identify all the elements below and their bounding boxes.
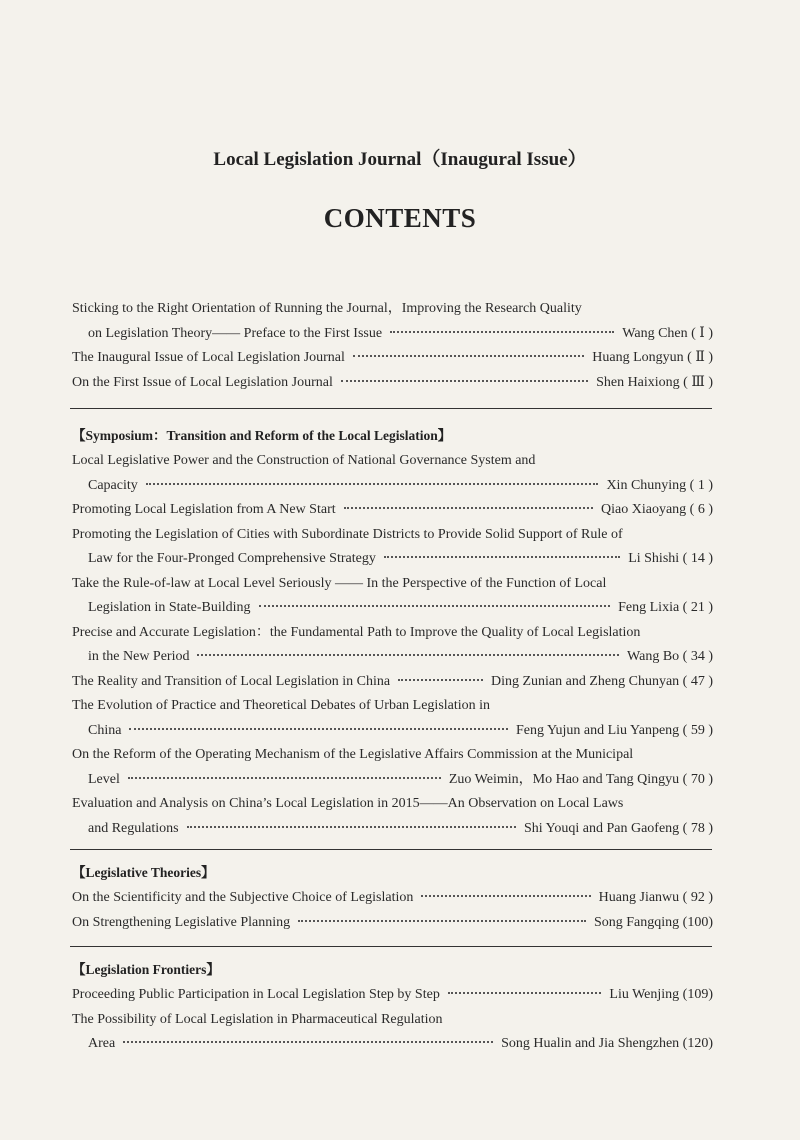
divider [70,408,712,409]
dot-leader [298,920,586,922]
entry-page: ( 34 ) [682,649,713,664]
entry-title-line: Legislation in State-Building [88,600,251,615]
entry-author: Qiao Xiaoyang [601,502,687,517]
entry-author: Song Fangqing [593,914,680,930]
entry-title-line: Sticking to the Right Orientation of Running the Journal，Improving the Research Quality [72,301,582,316]
toc-entry [72,523,713,572]
dot-leader [448,992,602,994]
toc-entry [72,792,713,841]
dot-leader [398,679,483,681]
toc-entry [72,694,713,743]
entry-title-line: Proceeding Public Participation in Local Legislation Step by Step [72,987,440,1002]
toc-entry [72,498,713,523]
dot-leader [187,826,516,828]
entry-page: ( 6 ) [689,502,713,517]
section-legislative-theories [72,860,713,935]
entry-author: Liu Wenjing [609,987,680,1002]
toc-entry [72,371,713,396]
dot-leader [146,483,599,485]
entry-title-line: and Regulations [88,820,179,836]
divider [70,849,712,850]
entry-page: ( Ⅱ ) [687,350,713,365]
entry-author: Song Hualin and Jia Shengzhen [501,1036,680,1051]
dot-leader [353,355,584,357]
entry-author: Huang Jianwu [598,890,680,905]
entry-page: ( 47 ) [682,673,713,689]
entry-title-line: Law for the Four-Pronged Comprehensive Strategy [88,551,376,566]
toc-entry [72,1008,713,1057]
entry-author: Wang Chen [622,325,688,341]
contents-heading: CONTENTS [323,203,477,233]
entry-author: Wang Bo [627,649,680,664]
entry-title-line: Precise and Accurate Legislation：the Fundamental Path to Improve the Quality of Local Legislation [72,624,641,640]
dot-leader [344,507,593,509]
toc-entry [72,297,713,346]
toc-entry [72,621,713,670]
entry-title-line: Level [88,771,120,787]
entry-title-line: The Reality and Transition of Local Legislation in China [72,673,391,689]
toc-entry [72,572,713,621]
entry-author: Shi Youqi and Pan Gaofeng [524,820,680,836]
section-heading: 【Legislation Frontiers】 [72,962,220,977]
section-heading: 【Symposium：Transition and Reform of the Local Legislation】 [72,428,452,443]
entry-page: ( Ⅲ ) [683,374,713,390]
dot-leader [123,1041,493,1043]
entry-title-line: On the Reform of the Operating Mechanism of the Legislative Affairs Commission at the Municipal [72,747,634,762]
entry-title-line: China [88,722,122,738]
entry-title-line: Evaluation and Analysis on China’s Local Legislation in 2015——An Observation on Local Laws [72,796,624,811]
entry-page: ( 70 ) [682,771,713,787]
entry-author: Ding Zunian and Zheng Chunyan [490,673,680,689]
toc-entry [72,911,713,936]
entry-title-line: Promoting Local Legislation from A New Start [72,502,336,517]
entry-page: ( 92 ) [682,890,713,905]
toc-entry [72,983,713,1008]
dot-leader [390,331,614,333]
entry-author: Huang Longyun [592,350,684,365]
entry-page: (109) [682,987,713,1002]
entry-title-line: on Legislation Theory—— Preface to the First Issue [88,325,383,341]
toc-entry [72,743,713,792]
dot-leader [129,728,508,730]
dot-leader [421,895,590,897]
toc-entry [72,346,713,371]
entry-title-line: The Possibility of Local Legislation in Pharmaceutical Regulation [72,1011,443,1027]
section-symposium [72,423,713,841]
entry-author: Shen Haixiong [596,374,680,390]
entry-title-line: Take the Rule-of-law at Local Level Seriously —— In the Perspective of the Function of Local [72,575,607,591]
entry-title-line: The Evolution of Practice and Theoretical Debates of Urban Legislation in [72,698,491,713]
entry-author: Xin Chunying [606,477,687,493]
toc-entry [72,670,713,695]
preface-list [72,297,713,395]
dot-leader [341,380,588,382]
journal-title: Local Legislation Journal（Inaugural Issue） [213,149,587,170]
entry-title-line: The Inaugural Issue of Local Legislation Journal [72,350,345,365]
dot-leader [259,605,611,607]
entry-page: ( 59 ) [682,722,713,738]
entry-title-line: Local Legislative Power and the Construction of National Governance System and [72,453,536,468]
entry-author: Feng Lixia [618,600,680,615]
entry-page: (100) [682,914,713,930]
entry-author: Zuo Weimin，Mo Hao and Tang Qingyu [448,771,680,787]
entry-page: ( 78 ) [682,820,713,836]
dot-leader [197,654,619,656]
entry-title-line: On the First Issue of Local Legislation Journal [72,374,333,390]
entry-title-line: On the Scientificity and the Subjective Choice of Legislation [72,890,414,905]
toc-entry [72,886,713,911]
entry-page: (120) [682,1036,713,1051]
dot-leader [384,556,620,558]
entry-title-line: On Strengthening Legislative Planning [72,914,291,930]
entry-title-line: Capacity [88,477,138,493]
entry-title-line: Promoting the Legislation of Cities with Subordinate Districts to Provide Solid Support of Rule of [72,526,623,542]
entry-page: ( Ⅰ ) [691,325,713,341]
toc-entry [72,449,713,498]
entry-page: ( 21 ) [682,600,713,615]
entry-page: ( 1 ) [689,477,713,493]
dot-leader [128,777,441,779]
section-heading: 【Legislative Theories】 [72,865,215,880]
entry-title-line: in the New Period [88,649,190,664]
section-legislation-frontiers [72,957,713,1057]
entry-page: ( 14 ) [682,551,713,566]
entry-author: Li Shishi [628,551,680,566]
divider [70,946,712,947]
entry-title-line: Area [88,1036,116,1051]
entry-author: Feng Yujun and Liu Yanpeng [515,722,680,738]
